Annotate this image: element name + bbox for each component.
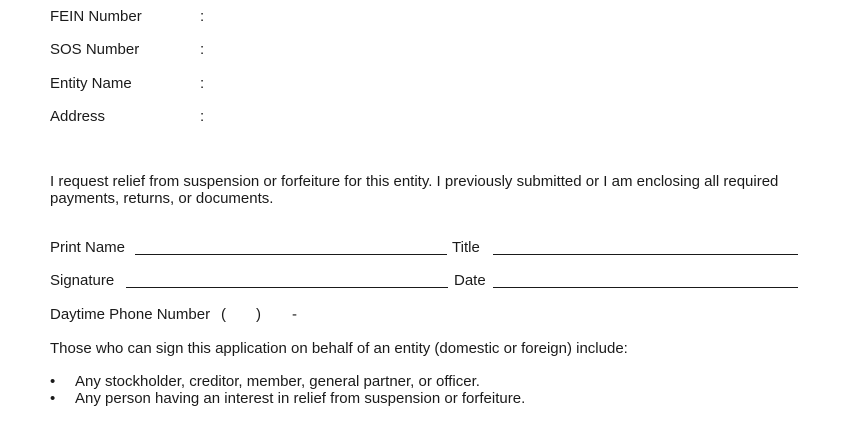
bullet-icon: • xyxy=(50,373,56,390)
title-label: Title xyxy=(452,239,480,256)
print-name-line[interactable] xyxy=(135,254,447,255)
address-colon: : xyxy=(200,108,205,125)
phone-dash: - xyxy=(292,306,297,323)
signers-intro: Those who can sign this application on behalf of an entity (domestic or foreign) include: xyxy=(50,340,628,357)
list-item xyxy=(50,390,525,407)
signers-list xyxy=(50,373,525,407)
list-item xyxy=(50,373,525,390)
phone-area-close-paren: ) xyxy=(256,306,261,323)
signer-text: Any stockholder, creditor, member, general partner, or officer. xyxy=(75,373,480,390)
entity-name-colon: : xyxy=(200,75,205,92)
signature-line[interactable] xyxy=(126,287,448,288)
request-statement: I request relief from suspension or forfeiture for this entity. I previously submitted or I am enclosing all required payments, returns, or documents. xyxy=(50,173,779,207)
signature-label: Signature xyxy=(50,272,115,289)
fein-number-colon: : xyxy=(200,8,205,25)
signer-text: Any person having an interest in relief from suspension or forfeiture. xyxy=(75,390,526,407)
bullet-icon: • xyxy=(50,390,56,407)
fein-number-label: FEIN Number xyxy=(50,8,142,25)
phone-area-open-paren: ( xyxy=(221,306,226,323)
sos-number-label: SOS Number xyxy=(50,41,140,58)
sos-number-colon: : xyxy=(200,41,205,58)
entity-name-label: Entity Name xyxy=(50,75,132,92)
print-name-label: Print Name xyxy=(50,239,126,256)
daytime-phone-label: Daytime Phone Number xyxy=(50,306,211,323)
address-label: Address xyxy=(50,108,106,125)
date-label: Date xyxy=(454,272,486,289)
title-line[interactable] xyxy=(493,254,798,255)
date-line[interactable] xyxy=(493,287,798,288)
